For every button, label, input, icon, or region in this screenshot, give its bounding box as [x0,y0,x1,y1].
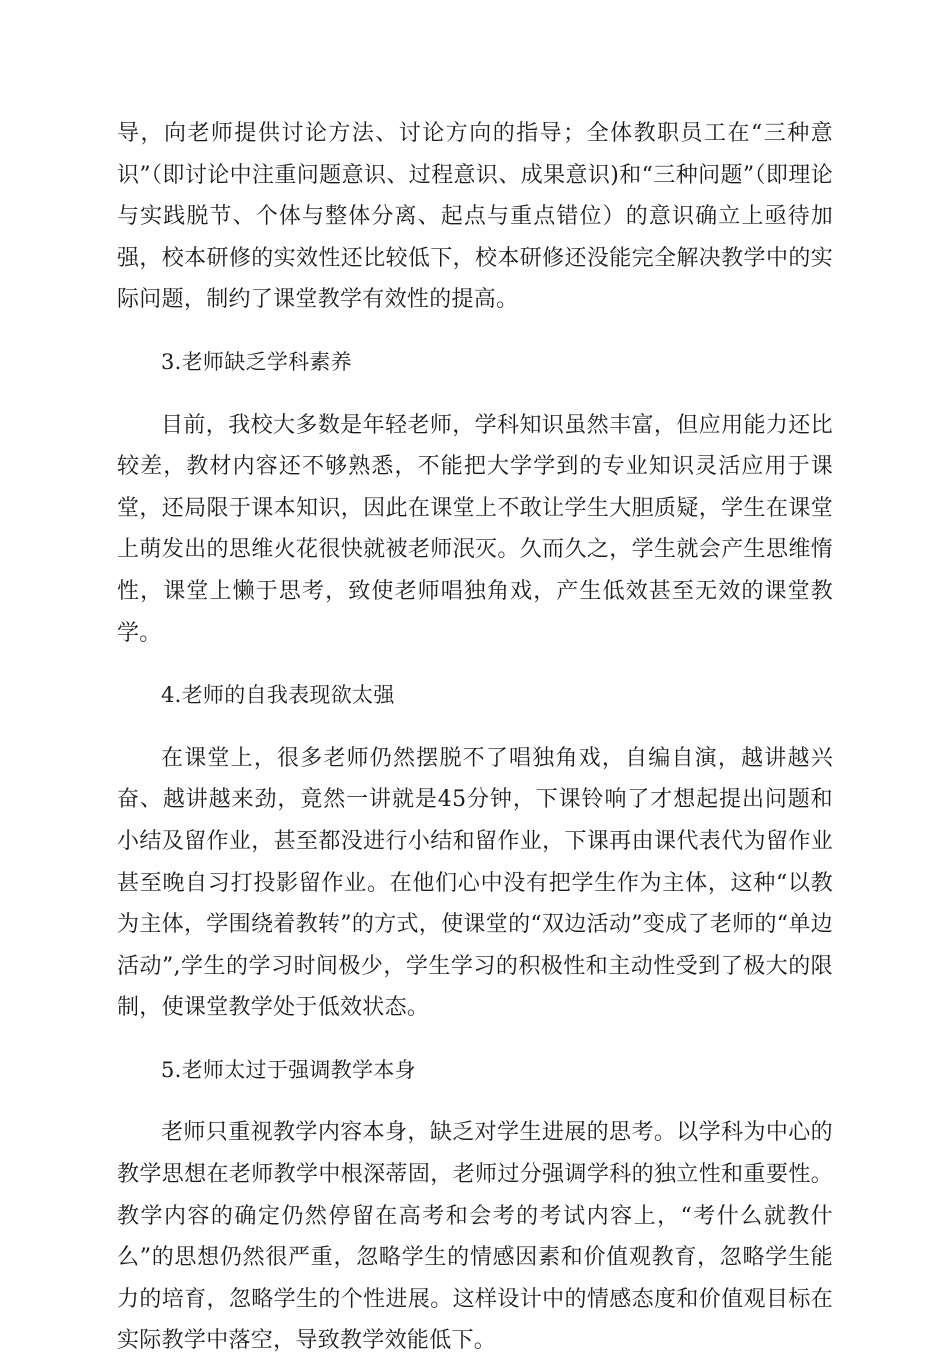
paragraph-section-4: 在课堂上，很多老师仍然摆脱不了唱独角戏，自编自演，越讲越兴奋、越讲越来劲，竟然一讲就是45分钟，下课铃响了才想起提出问题和小结及留作业，甚至都没进行小结和留作业，下课再由课代表代为留作业甚至晚自习打投影留作业。在他们心中没有把学生作为主体，这种“以教为主体，学围绕着教转”的方式，使课堂的“双边活动”变成了老师的“单边活动”,学生的学习时间极少，学生学习的积极性和主动性受到了极大的限制，使课堂教学处于低效状态。 [117,745,833,1021]
paragraph-section-5: 老师只重视教学内容本身，缺乏对学生进展的思考。以学科为中心的教学思想在老师教学中根深蒂固，老师过分强调学科的独立性和重要性。教学内容的确定仍然停留在高考和会考的考试内容上，“考什么就教什么”的思想仍然很严重，忽略学生的情感因素和价值观教育，忽略学生能力的培育，忽略学生的个性进展。这样设计中的情感态度和价值观目标在实际教学中落空，导致教学效能低下。 [117,1120,833,1354]
document-body [117,113,833,1362]
section-heading-5: 5.老师太过于强调教学本身 [161,1057,416,1082]
section-heading-3: 3.老师缺乏学科素养 [161,349,353,374]
paragraph-section-3: 目前，我校大多数是年轻老师，学科知识虽然丰富，但应用能力还比较差，教材内容还不够熟悉，不能把大学学到的专业知识灵活应用于课堂，还局限于课本知识，因此在课堂上不敢让学生大胆质疑，学生在课堂上萌发出的思维火花很快就被老师泯灭。久而久之，学生就会产生思维惰性，课堂上懒于思考，致使老师唱独角戏，产生低效甚至无效的课堂教学。 [117,412,833,646]
section-heading-4: 4.老师的自我表现欲太强 [161,683,395,708]
paragraph-continuation: 导，向老师提供讨论方法、讨论方向的指导；全体教职员工在“三种意识”（即讨论中注重问题意识、过程意识、成果意识)和“三种问题”（即理论与实践脱节、个体与整体分离、起点与重点错位）的意识确立上亟待加强，校本研修的实效性还比较低下，校本研修还没能完全解决教学中的实际问题，制约了课堂教学有效性的提高。 [117,121,833,313]
